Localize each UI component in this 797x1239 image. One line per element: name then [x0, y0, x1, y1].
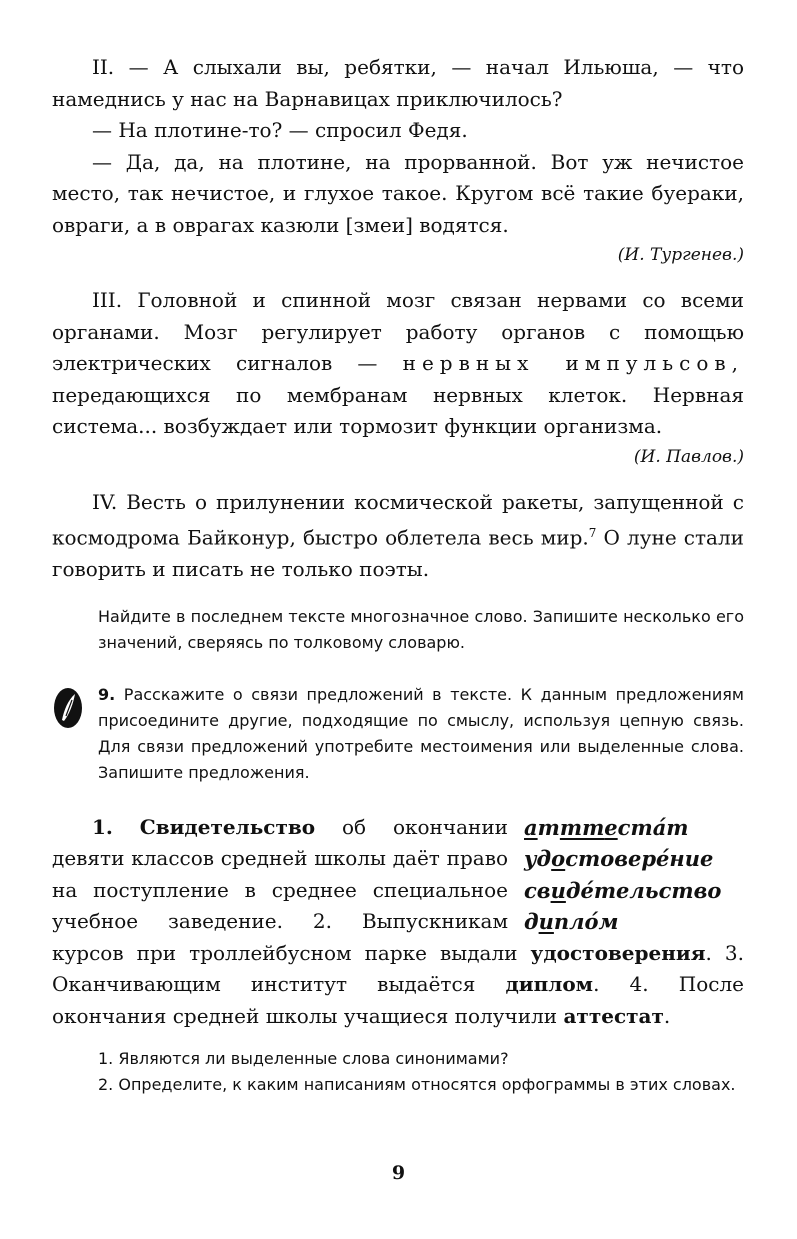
word-segment: де́тельство [565, 877, 722, 903]
sentence-1-text: об окончании девяти классов средней школы даёт право на поступление в среднее специальное учебное заведение. [52, 814, 508, 934]
text3-paragraph [52, 285, 744, 443]
page-number: 9 [391, 1162, 406, 1184]
exercise-9-number: 9. [98, 684, 116, 704]
word-list-item [524, 875, 744, 907]
sentence-1-number: 1. [92, 814, 113, 839]
word-segment: уд [524, 846, 552, 872]
word-segment: ст [617, 814, 653, 840]
text4-paragraph [52, 487, 744, 586]
text4-part2: О луне стали говорить и писать не только поэты. [52, 525, 745, 582]
word-segment: а [524, 814, 538, 840]
footnote-marker: 7 [588, 526, 597, 540]
word-segment: а́ [652, 814, 667, 840]
text3-spaced-words: нервных импульсов, [402, 351, 744, 375]
text2-source: (И. Тургенев.) [617, 245, 744, 265]
sentence-3-text: Оканчивающим институт выдаётся [52, 972, 476, 997]
task-multimeaning: Найдите в последнем тексте многозначное слово. Запишите несколько его значений, сверяясь по толковому словарю. [98, 606, 744, 652]
questions-list [52, 1046, 744, 1098]
word-segment: и [550, 877, 566, 903]
exercise-9 [52, 682, 744, 786]
question-1: 1. Являются ли выделенные слова синонимами? [98, 1049, 509, 1069]
sentence-2-text: Выпускникам курсов при троллейбусном парке выдали [52, 909, 518, 965]
word-list-item [524, 843, 744, 875]
exercise-9-text [98, 682, 744, 786]
word-segment: сто [565, 846, 615, 872]
word-segment: т [537, 814, 560, 840]
sentence-3-keyword: диплом [505, 972, 594, 997]
word-segment: д [524, 909, 539, 935]
word-segment: т [666, 814, 689, 840]
word-segment: е [604, 814, 618, 840]
word-segment: тт [559, 814, 605, 840]
sentence-3-number: 3. [724, 940, 744, 965]
question-2: 2. Определите, к каким написаниям относятся орфограммы в этих словах. [98, 1075, 736, 1095]
text3-part1: III. Головной и спинной мозг связан нервами со всеми органами. Мозг регулирует работу органов с помощью электрических сигналов — [52, 288, 744, 375]
text2-para2: — На плотине-то? — спросил Федя. [92, 118, 468, 142]
text3-source: (И. Павлов.) [633, 446, 744, 467]
text4-part1: IV. Весть о прилунении космической ракеты, запущенной с космодрома Байконур, быстро облетела весь мир. [52, 489, 744, 550]
word-segment: ре́ние [641, 846, 714, 872]
page-content [52, 52, 744, 1098]
word-segment: в [614, 846, 628, 872]
sentences-block [52, 812, 744, 1033]
sentence-2-number: 2. [312, 909, 332, 934]
sentence-2-end: . [705, 940, 712, 965]
sentence-3-end: . [593, 972, 600, 997]
text2-para3: — Да, да, на плотине, на прорванной. Вот уж нечистое место, так нечистое, и глухое такое. Кругом всё такие буераки, овраги, а в оврагах казюли [змеи] водятся. [52, 149, 744, 237]
text3-part2: передающихся по мембранам нервных клеток. Нервная система... возбуждает или тормозит функции организма. [52, 382, 744, 438]
text2-para1: II. — А слыхали вы, ребятки, — начал Ильюша, — что намеднись у нас на Варнавицах приключилось? [52, 55, 744, 111]
word-segment: е [628, 846, 642, 872]
sentence-1-keyword: Свидетельство [139, 814, 316, 839]
word-segment: св [524, 877, 551, 903]
sentence-2-keyword: удостоверения [530, 940, 706, 965]
word-list [524, 812, 744, 938]
sentence-4-keyword: аттестат [563, 1003, 664, 1028]
exercise-9-instruction: Расскажите о связи предложений в тексте. К данным предложениям присоедините другие, подходящие по смыслу, используя цепную связь. Для связи предложений употребите местоимения или выделенные слова. Запишите предложения. [98, 684, 744, 782]
word-segment: пло́м [553, 909, 619, 935]
pen-nib-icon [52, 686, 84, 730]
sentence-4-end: . [663, 1003, 671, 1028]
sentence-4-text: После окончания средней школы учащиеся получили [52, 972, 744, 1028]
word-list-item [524, 812, 744, 844]
word-segment: и [538, 909, 554, 935]
word-segment: о [551, 846, 566, 872]
sentence-4-number: 4. [629, 972, 649, 997]
word-list-item [524, 906, 744, 938]
